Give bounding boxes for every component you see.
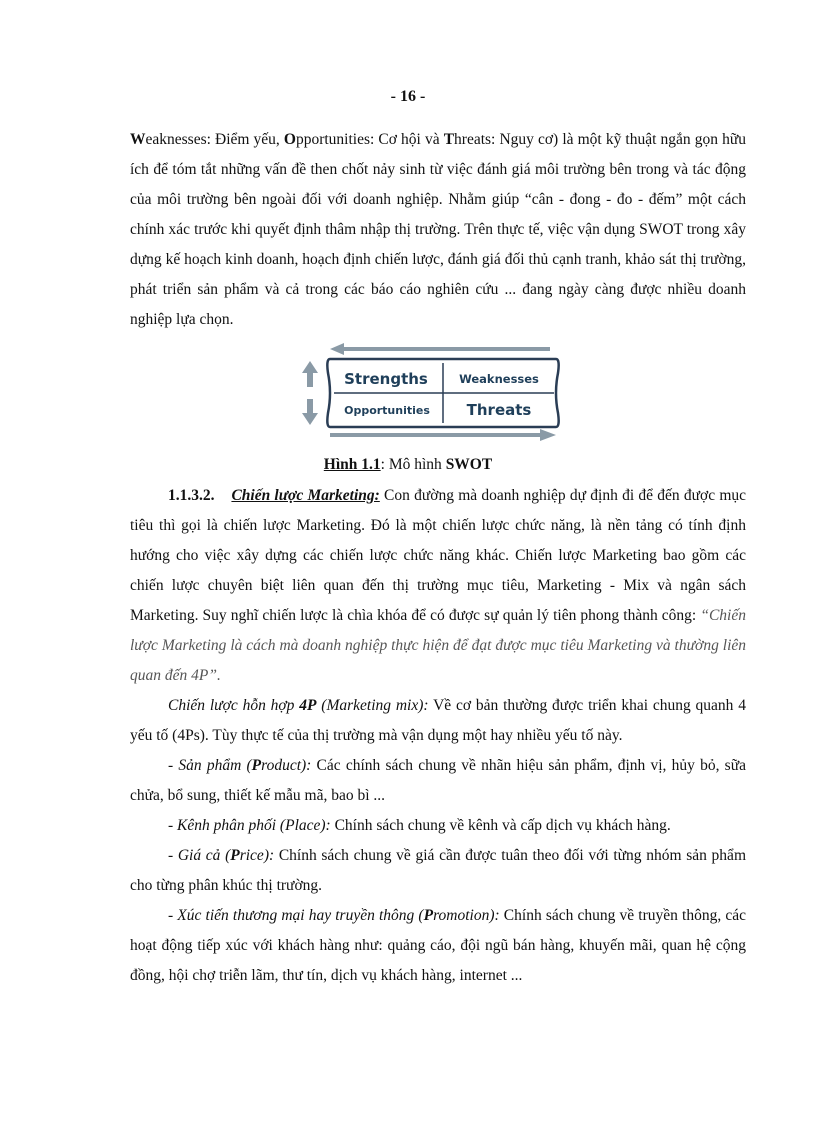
mix-text: Về cơ bản thường được triển khai chung quanh 4 yếu tố (4Ps). Tùy thực tế của thị trường mà vận dụng một hay nhiều yếu tố này. [130, 697, 746, 744]
item-pre: - Xúc tiến thương mại hay truyền thông ( [168, 907, 424, 924]
caption-colon: : Mô hình [380, 456, 446, 473]
intro-w-rest: eaknesses: Điểm yếu, [145, 131, 284, 148]
caption-name: SWOT [445, 456, 493, 473]
label-strengths: Strengths [344, 370, 428, 388]
mix-lead-bold: 4P [299, 697, 317, 714]
item-post: rice): [239, 847, 275, 864]
swot-figure [300, 343, 562, 443]
label-threats: Threats [466, 401, 532, 419]
intro-t-rest: hreats: Nguy cơ) là một kỹ thuật ngắn gọn hữu ích để tóm tắt những vấn đề then chốt nảy sinh từ việc đánh giá môi trường bên trong và tác động của môi trường bên ngoài đối với doanh nghiệp. Nhằm giúp “cân - đong - đo - đếm” một cách chính xác trước khi quyết định thâm nhập thị trường. Trên thực tế, việc vận dụng SWOT trong xây dựng kế hoạch kinh doanh, hoạch định chiến lược, đánh giá đối thủ cạnh tranh, khảo sát thị trường, phát triển sản phẩm và cả trong các báo cáo nghiên cứu ... đang ngày càng được nhiều doanh nghiệp lựa chọn. [130, 131, 746, 328]
item-key: P [230, 847, 240, 864]
label-weaknesses: Weaknesses [459, 372, 539, 386]
section-number: 1.1.3.2. [168, 487, 215, 504]
mix-lead-tail: (Marketing mix): [316, 697, 429, 714]
mix-paragraph [130, 691, 746, 751]
up-arrow-icon [302, 361, 318, 387]
item-pre: - Giá cả ( [168, 847, 231, 864]
intro-o: O [283, 131, 296, 148]
bottom-arrow-icon [330, 429, 556, 441]
section-quote: “Chiến lược Marketing là cách mà doanh nghiệp thực hiện để đạt được mục tiêu Marketing và thường liên quan đến 4P”. [130, 607, 746, 684]
section-text: Con đường mà doanh nghiệp dự định đi để đến được mục tiêu thì gọi là chiến lược Marketing. Đó là một chiến lược chức năng, là nền tảng có tính định hướng cho việc xây dựng các chiến lược chức năng khác. Chiến lược Marketing bao gồm các chiến lược chuyên biệt liên quan đến thị trường mục tiêu, Marketing - Mix và ngân sách Marketing. Suy nghĩ chiến lược là chìa khóa để có được sự quản lý tiên phong thành công: [130, 487, 746, 624]
item-post: roduct): [261, 757, 312, 774]
down-arrow-icon [302, 399, 318, 425]
list-item [130, 811, 746, 841]
section-title: Chiến lược Marketing: [231, 487, 380, 504]
page-number: - 16 - [390, 88, 426, 105]
figure-caption [0, 456, 816, 474]
mix-lead: Chiến lược hỗn hợp [168, 697, 300, 714]
label-opportunities: Opportunities [344, 404, 430, 417]
item-text: Chính sách chung về kênh và cấp dịch vụ khách hàng. [330, 817, 671, 834]
item-post: romotion): [433, 907, 500, 924]
section-paragraph [130, 481, 746, 691]
item-key: P [423, 907, 434, 924]
item-text: Chính sách chung về giá cần được tuân theo đối với từng nhóm sản phẩm cho từng phân khúc thị trường. [130, 847, 746, 894]
top-arrow-icon [330, 343, 550, 355]
intro-w: W [130, 131, 146, 148]
body-section [130, 481, 746, 991]
list-item [130, 841, 746, 901]
item-pre: - Sản phẩm ( [168, 757, 252, 774]
list-item [130, 751, 746, 811]
item-pre: - Kênh phân phối (Place): [168, 817, 331, 834]
intro-paragraph [130, 125, 746, 335]
caption-label: Hình 1.1 [323, 456, 381, 473]
item-text: Chính sách chung về truyền thông, các hoạt động tiếp xúc với khách hàng như: quảng cáo, đội ngũ bán hàng, khuyến mãi, quan hệ cộng đồng, hội chợ triễn lãm, thư tín, dịch vụ khách hàng, internet ... [130, 907, 746, 984]
item-key: P [251, 757, 262, 774]
intro-o-rest: pportunities: Cơ hội và [295, 131, 444, 148]
item-text: Các chính sách chung về nhãn hiệu sản phẩm, định vị, hủy bỏ, sữa chửa, bổ sung, thiết kế mẫu mã, bao bì ... [130, 757, 746, 804]
list-item [130, 901, 746, 991]
intro-t: T [443, 131, 455, 148]
